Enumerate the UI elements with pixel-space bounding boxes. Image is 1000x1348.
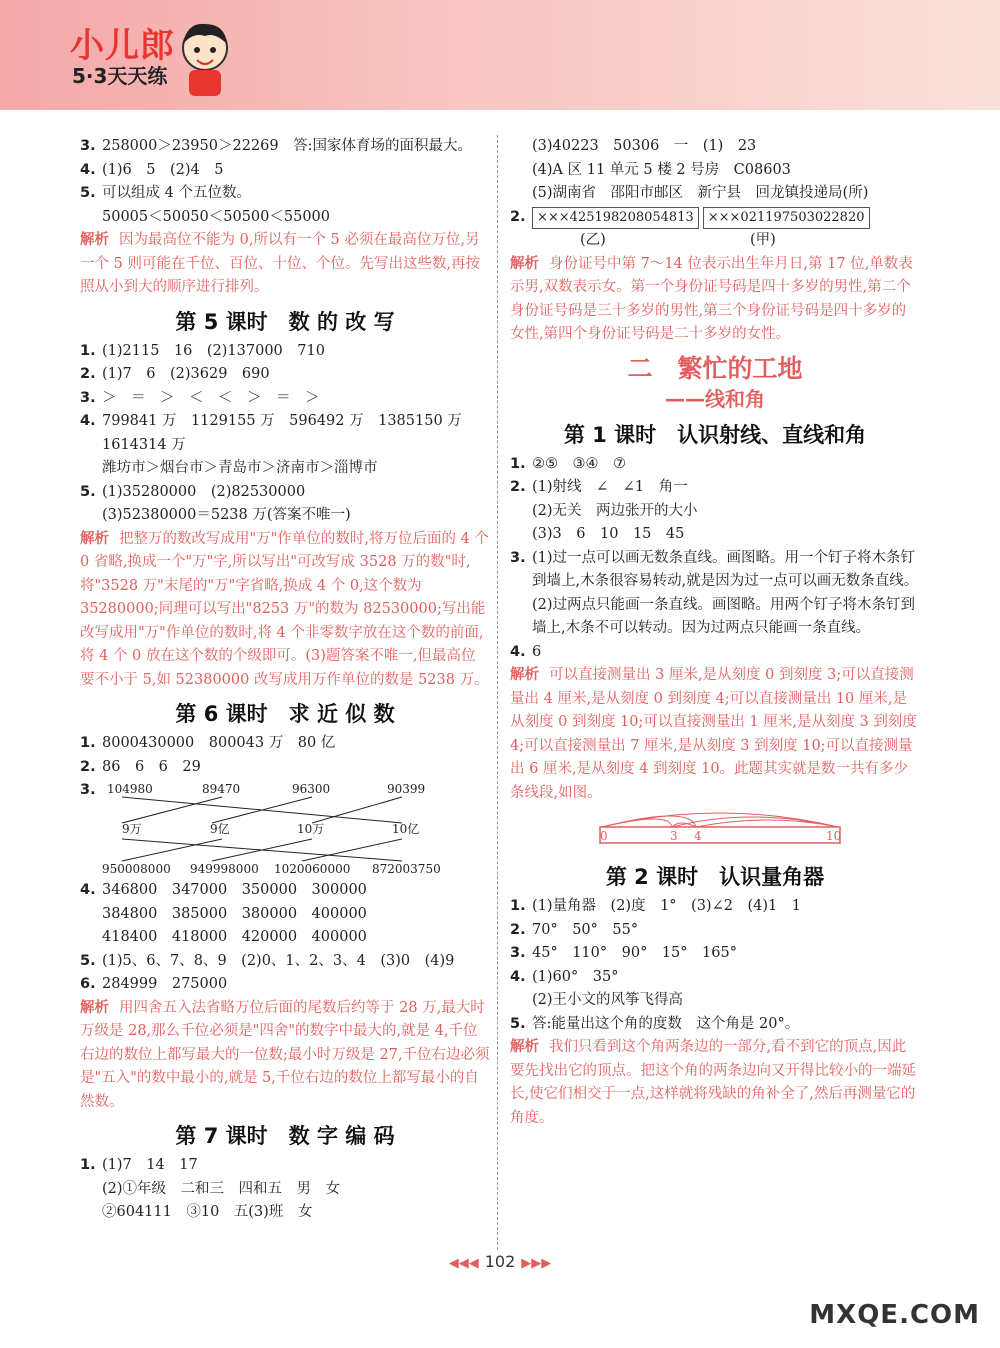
page-footer	[0, 1252, 1000, 1271]
analysis-block: 解析 可以直接测量出 3 厘米,是从刻度 0 到刻度 3;可以直接测量出 4 厘米,是从刻度 0 到刻度 4;可以直接测量出 10 厘米,是从刻度 0 到刻度 10;可以直接测量出 1 厘米,是从刻度 3 到刻度 4;可以直接测量出 7 厘米,是从刻度 3 到刻度 10;可以直接测量出 6 厘米,是从刻度 4 到刻度 10。此题其实就是数一共有多少条线段,如图。	[510, 667, 917, 801]
question-number: 5.	[80, 483, 96, 500]
question-number: 1.	[80, 1157, 96, 1173]
match-connector	[212, 797, 312, 823]
match-top: 89470	[202, 782, 241, 796]
lesson-7-title: 第 7 课时 数 字 编 码	[175, 1124, 395, 1148]
question-number: 4.	[80, 413, 96, 429]
prev-arrows-icon: ◀◀◀	[448, 1256, 479, 1271]
answer-line	[510, 135, 920, 159]
lesson-5-title: 第 5 课时 数 的 改 写	[175, 309, 395, 334]
answer-line	[510, 500, 920, 524]
answer-text: (4)A 区 11 单元 5 楼 2 号房 C08603	[532, 161, 791, 178]
right-column	[510, 135, 920, 1130]
answer-text: ②⑤ ③④ ⑦	[532, 455, 626, 472]
brand-logo: 小儿郎	[70, 26, 175, 66]
match-connector	[122, 797, 222, 823]
q2-ids: 2. ×××425198208054813 ×××021197503022820	[510, 206, 920, 230]
page-header	[0, 0, 1000, 110]
answer-text: 45° 110° 90° 15° 165°	[532, 945, 737, 961]
column-divider	[497, 135, 498, 1250]
analysis-block: 解析 用四舍五入法省略万位后面的尾数后约等于 28 万,最大时万级是 28,那么千位必须是"四舍"的数字中最大的,就是 4,千位右边的数位上都写最大的一位数;最小时万级是 27,千位右边必须是"五入"的数中最小的,就是 5,千位右边的数位上都写最小的自然数。	[80, 999, 490, 1110]
answer-text: 70° 50° 55°	[532, 921, 639, 938]
answer-text: (1)7 6 (2)3629 690	[102, 366, 270, 382]
question-number: 3.	[80, 389, 96, 406]
question-number: 3.	[510, 945, 526, 961]
answer-line	[510, 895, 920, 919]
matching-diagram	[102, 779, 492, 879]
analysis-block: 解析 身份证号中第 7～14 位表示出生年月日,第 17 位,单数表示男,双数表示女。第一个身份证号码是四十多岁的男性,第二个身份证号码是三十多岁的男性,第三个身份证号码是四十多岁的女性,第四个身份证号码是二十多岁的女性。	[510, 255, 913, 342]
question-number: 2.	[510, 479, 526, 495]
answer-line	[510, 942, 920, 966]
q3-answer: 3. (1)过一点可以画无数条直线。画图略。用一个钉子将木条钉到墙上,木条很容易转动,就是因为过一点可以画无数条直线。 (2)过两点只能画一条直线。画图略。用两个钉子将木条钉到墙上,木条不可以转动。因为过两点只能画一条直线。	[510, 549, 919, 636]
answer-text: 284999 275000	[102, 976, 228, 992]
id-box: ×××021197503022820	[703, 207, 870, 229]
answer-line	[80, 903, 490, 927]
question-number: 2.	[80, 758, 96, 775]
answer-line	[80, 206, 490, 230]
answer-text: (1)2115 16 (2)137000 710	[102, 342, 325, 359]
answer-line	[80, 926, 490, 950]
answer-line	[80, 387, 490, 411]
id-labels: (乙) (甲)	[580, 232, 776, 248]
answer-text: 潍坊市＞烟台市＞青岛市＞济南市＞淄博市	[102, 460, 378, 476]
answer-line	[80, 1154, 490, 1178]
answer-line	[80, 481, 490, 505]
question-number: 2.	[80, 366, 96, 382]
answer-text: (1)7 14 17	[102, 1157, 198, 1173]
answer-text: 799841 万 1129155 万 596492 万 1385150 万	[102, 413, 462, 429]
match-connector	[302, 839, 402, 861]
answer-text: (2)①年级 二和三 四和五 男 女	[102, 1180, 341, 1197]
answer-line	[80, 1178, 490, 1202]
answer-line	[510, 159, 920, 183]
unit-subtitle: ——线和角	[665, 386, 765, 411]
answer-text: 可以组成 4 个五位数。	[102, 185, 251, 201]
answer-text: (3)3 6 10 15 45	[532, 526, 685, 542]
match-connector	[212, 839, 312, 861]
left-column	[80, 135, 490, 1225]
answer-line	[510, 919, 920, 943]
answer-line	[510, 182, 920, 206]
match-bottom: 950008000	[102, 862, 171, 876]
answer-text: (1)6 5 (2)4 5	[102, 161, 224, 178]
page-number: 102	[484, 1252, 516, 1271]
answer-text: 346800 347000 350000 300000	[102, 882, 367, 898]
id-box: ×××425198208054813	[532, 207, 699, 229]
answer-line	[510, 453, 920, 477]
match-bottom: 949998000	[190, 862, 259, 876]
answer-text: 86 6 6 29	[102, 758, 201, 775]
answer-line	[80, 340, 490, 364]
q3-matching: 3. 104980 89470 96300 90399 9万 9亿 10万 10亿 950008000 949998000 1020060000 872003750	[80, 779, 490, 879]
match-top: 90399	[387, 782, 426, 796]
match-mid: 10亿	[392, 822, 420, 836]
match-bottom: 1020060000	[274, 862, 351, 876]
answer-line	[80, 159, 490, 183]
answer-line	[80, 135, 490, 159]
ruler-diagram	[510, 805, 920, 855]
answer-line	[80, 950, 490, 974]
analysis-block: 解析 我们只看到这个角两条边的一部分,看不到它的顶点,因此要先找出它的顶点。把这个角的两条边向又开得比较小的一端延长,使它们相交于一点,这样就将残缺的角补全了,然后再测量它的角度。	[510, 1039, 916, 1126]
answer-text: (2)王小文的风筝飞得高	[532, 992, 684, 1008]
match-bottom: 872003750	[372, 862, 441, 876]
answer-line	[510, 989, 920, 1013]
series-name: 5·3天天练	[72, 64, 168, 88]
question-number: 1.	[80, 342, 96, 359]
answer-text: (5)湖南省 邵阳市邮区 新宁县 回龙镇投递局(所)	[532, 185, 869, 201]
lesson-6-title: 第 6 课时 求 近 似 数	[175, 702, 395, 726]
answer-line	[510, 476, 920, 500]
answer-line	[510, 966, 920, 990]
question-number: 1.	[510, 898, 526, 914]
question-number: 6.	[80, 976, 96, 992]
answer-text: (1)60° 35°	[532, 968, 619, 985]
question-number: 3.	[80, 138, 96, 154]
answer-text: (3)40223 50306 一 (1) 23	[532, 138, 757, 154]
ruler-label: 0	[600, 829, 608, 843]
answer-text: 8000430000 800043 万 80 亿	[102, 735, 336, 751]
match-mid: 10万	[297, 822, 325, 836]
question-number: 4.	[510, 968, 526, 985]
question-number: 5.	[80, 952, 96, 969]
answer-line	[80, 434, 490, 458]
answer-text: 50005＜50050＜50500＜55000	[102, 208, 331, 225]
answer-text: ②604111 ③10 五(3)班 女	[102, 1204, 313, 1220]
analysis-block: 解析 把整万的数改写成用"万"作单位的数时,将万位后面的 4 个 0 省略,换成一个"万"字,所以写出"可改写成 3528 万的数"时,将"3528 万"末尾的"万"字省略,换成 4 个 0,这个数为 35280000;同理可以写出"8253 万"的数为 82530000;写出能改写成用"万"作单位的数时,将 4 个非零数字放在这个数的前面,将 4 个 0 放在这个数的个级即可。(3)题答案不唯一,但最高位要不小于 5,如 52380000 改写成用万作单位的数是 5238 万。	[80, 530, 489, 688]
question-number: 4.	[80, 161, 96, 178]
q4-answer: 4. 6	[510, 643, 542, 660]
answer-line	[80, 1201, 490, 1225]
answer-text: 258000＞23950＞22269 答:国家体育场的面积最大。	[102, 138, 472, 154]
ruler-label: 4	[694, 829, 702, 843]
question-number: 1.	[80, 735, 96, 751]
answer-text: 418400 418000 420000 400000	[102, 929, 367, 945]
question-number: 2.	[510, 921, 526, 938]
answer-text: (3)52380000＝5238 万(答案不唯一)	[102, 507, 351, 523]
answer-text: 答:能量出这个角的度数 这个角是 20°。	[532, 1015, 800, 1032]
answer-text: (1)射线 ∠ ∠1 角一	[532, 479, 688, 495]
question-number: 4.	[80, 882, 96, 898]
answer-text: (1)5、6、7、8、9 (2)0、1、2、3、4 (3)0 (4)9	[102, 952, 455, 969]
answer-text: 1614314 万	[102, 436, 186, 453]
analysis-block: 解析 因为最高位不能为 0,所以有一个 5 必须在最高位万位,另一个 5 则可能在千位、百位、十位、个位。先写出这些数,再按照从小到大的顺序进行排列。	[80, 232, 481, 295]
answer-line	[510, 1013, 920, 1037]
match-mid: 9万	[122, 822, 142, 836]
answer-line	[80, 973, 490, 997]
lesson-r1-title: 第 1 课时 认识射线、直线和角	[563, 422, 867, 447]
answer-line	[80, 410, 490, 434]
answer-line	[80, 363, 490, 387]
answer-text: ＞ ＝ ＞ ＜ ＜ ＞ ＝ ＞	[102, 389, 320, 406]
match-mid: 9亿	[210, 822, 230, 836]
question-number: 5.	[80, 185, 96, 201]
watermark: MXQE.COM	[809, 1300, 980, 1330]
next-arrows-icon: ▶▶▶	[521, 1256, 552, 1271]
answer-text: (1)35280000 (2)82530000	[102, 483, 306, 500]
ruler-svg	[590, 805, 890, 855]
answer-line	[80, 879, 490, 903]
lesson-r2-title: 第 2 课时 认识量角器	[605, 865, 825, 889]
answer-text: (1)量角器 (2)度 1° (3)∠2 (4)1 1	[532, 898, 801, 914]
answer-line	[80, 504, 490, 528]
question-number: 5.	[510, 1015, 526, 1032]
match-top: 104980	[107, 782, 153, 796]
unit-title: 二 繁忙的工地	[627, 353, 803, 383]
answer-line	[80, 457, 490, 481]
match-connector	[122, 839, 222, 861]
match-top: 96300	[292, 782, 331, 796]
answer-line	[80, 182, 490, 206]
ruler-label: 3	[670, 829, 678, 843]
answer-line	[80, 756, 490, 780]
answer-text: 384800 385000 380000 400000	[102, 905, 367, 922]
answer-line	[510, 523, 920, 547]
ruler-label: 10	[826, 829, 842, 843]
answer-text: (2)无关 两边张开的大小	[532, 502, 698, 519]
question-number: 1.	[510, 455, 526, 472]
answer-line	[80, 732, 490, 756]
mascot-icon	[175, 18, 235, 98]
